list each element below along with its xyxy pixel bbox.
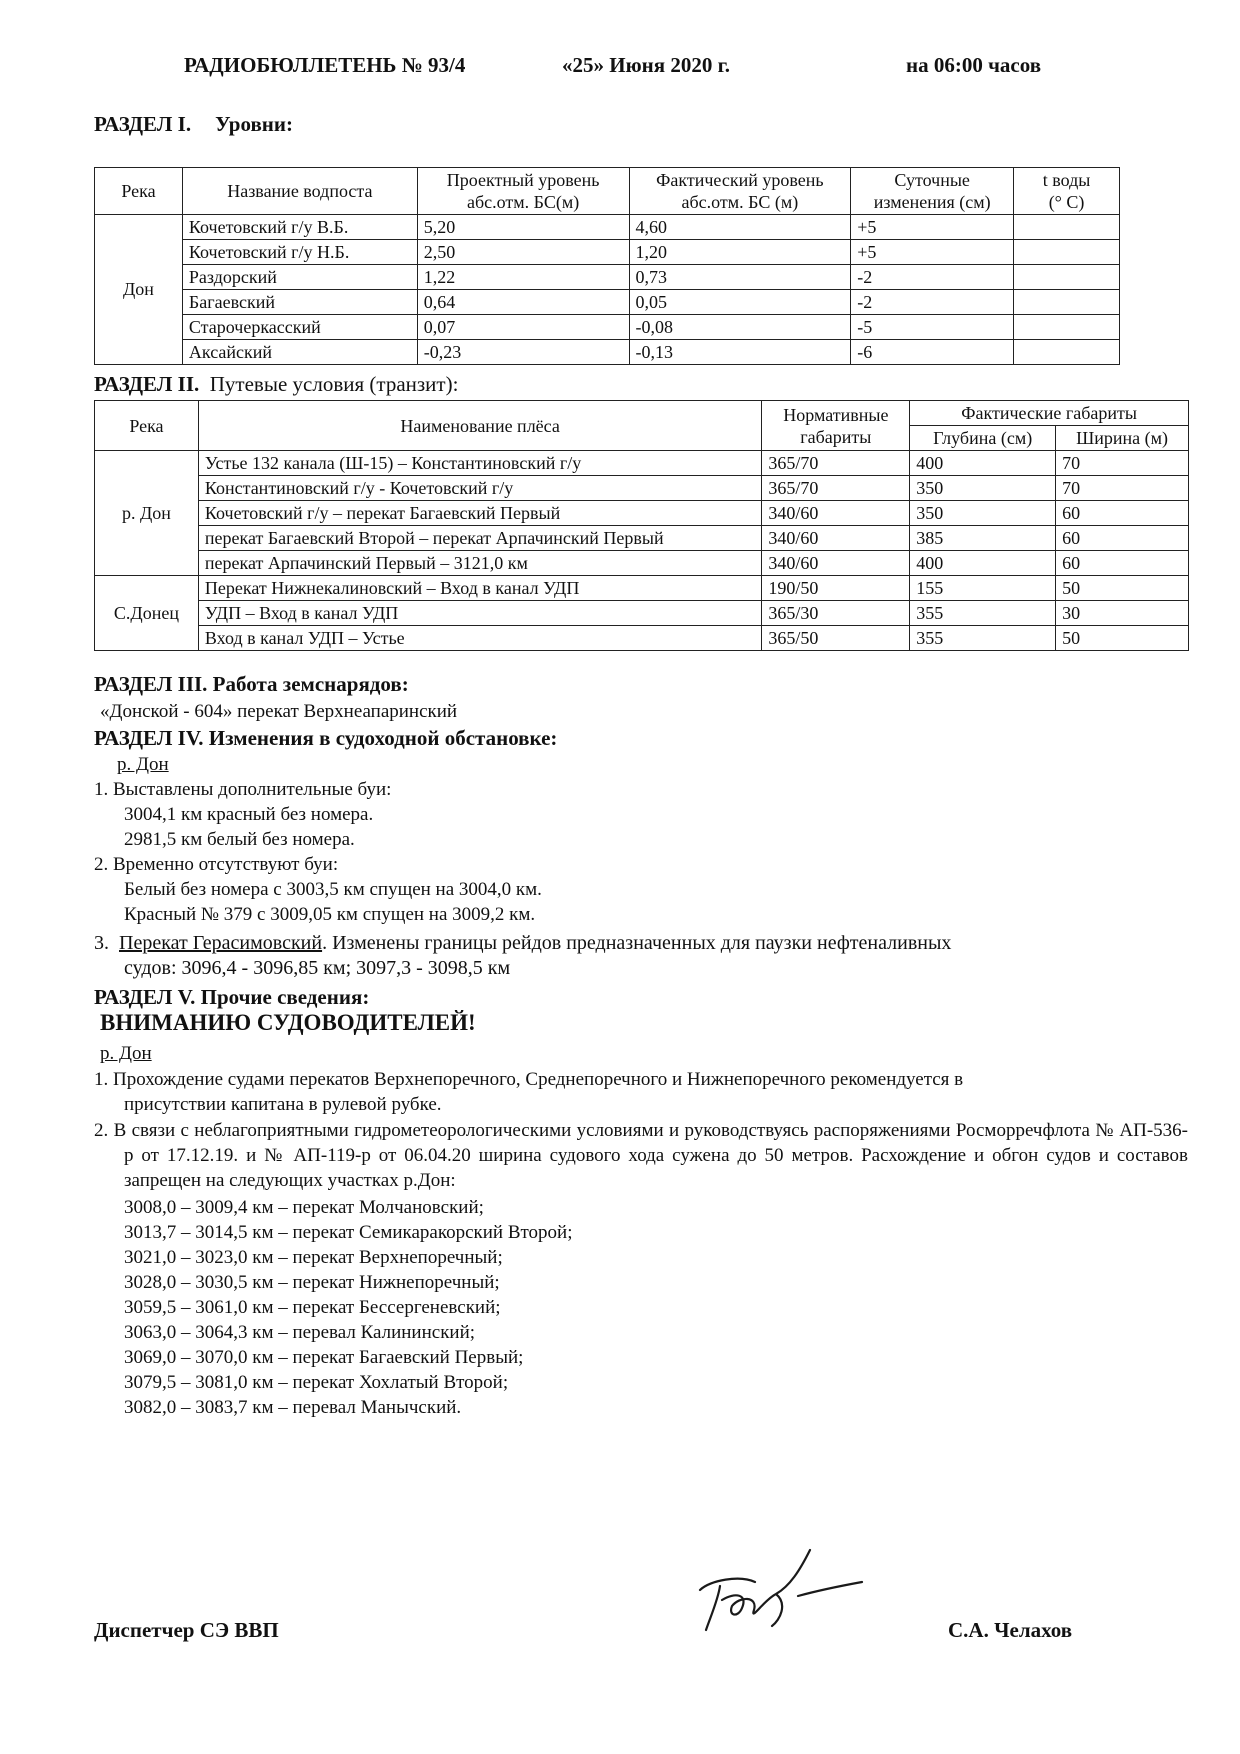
table-row	[95, 290, 1120, 315]
norm-cell: 340/60	[762, 551, 910, 576]
norm-cell: 190/50	[762, 576, 910, 601]
change-cell: -2	[851, 265, 1014, 290]
table-row	[95, 501, 1189, 526]
reach-cell: перекат Арпачинский Первый – 3121,0 км	[198, 551, 762, 576]
section4-item3-num: 3.	[94, 932, 109, 954]
temp-cell	[1014, 215, 1120, 240]
actual-cell: 4,60	[629, 215, 851, 240]
section5-item1: 1. Прохождение судами перекатов Верхнепоречного, Среднепоречного и Нижнепоречного рекомендуется в	[94, 1069, 964, 1090]
bulletin-date: «25» Июня 2020 г.	[562, 53, 731, 77]
section4-item3	[94, 931, 951, 955]
post-cell: Старочеркасский	[182, 315, 417, 340]
col-river: Река	[95, 168, 183, 215]
section5-item2-text: 2. В связи с неблагоприятными гидрометеорологическими условиями и руководствуясь распоряжениями Росморречфлота № АП-536-р от 17.12.19. и № АП-119-р от 06.04.20 ширина судового хода сужена до 50 метров. Расхождение и обгон судов и составов запрещен на следующих участках р.Дон:	[94, 1120, 1188, 1191]
depth-cell: 350	[910, 476, 1056, 501]
section4-item1-a: 3004,1 км красный без номера.	[124, 804, 374, 825]
range-item: 3059,5 – 3061,0 км – перекат Бессергеневский;	[124, 1297, 501, 1318]
norm-cell: 365/30	[762, 601, 910, 626]
range-item: 3063,0 – 3064,3 км – перевал Калининский;	[124, 1322, 476, 1343]
table-row	[95, 315, 1120, 340]
reach-cell: Устье 132 канала (Ш-15) – Константиновский г/у	[198, 451, 762, 476]
temp-cell	[1014, 315, 1120, 340]
section4-item3-cont: судов: 3096,4 - 3096,85 км; 3097,3 - 3098,5 км	[124, 957, 511, 979]
reach-cell: Вход в канал УДП – Устье	[198, 626, 762, 651]
col-design-level: Проектный уровень абс.отм. БС(м)	[417, 168, 629, 215]
change-cell: +5	[851, 215, 1014, 240]
table-row	[95, 265, 1120, 290]
section2-title: РАЗДЕЛ II.	[94, 372, 200, 396]
col-norm: Нормативные габариты	[762, 401, 910, 451]
reach-cell: Константиновский г/у - Кочетовский г/у	[198, 476, 762, 501]
post-cell: Багаевский	[182, 290, 417, 315]
temp-cell	[1014, 290, 1120, 315]
table-row	[95, 526, 1189, 551]
change-cell: -5	[851, 315, 1014, 340]
levels-header-row	[95, 168, 1120, 215]
bulletin-time: на 06:00 часов	[906, 53, 1042, 77]
norm-cell: 365/50	[762, 626, 910, 651]
width-cell: 50	[1056, 626, 1189, 651]
actual-cell: -0,13	[629, 340, 851, 365]
depth-cell: 350	[910, 501, 1056, 526]
dispatcher-position: Диспетчер СЭ ВВП	[94, 1618, 279, 1642]
section1-title: РАЗДЕЛ I.	[94, 112, 192, 136]
post-cell: Кочетовский г/у В.Б.	[182, 215, 417, 240]
handwritten-signature	[680, 1530, 880, 1640]
depth-cell: 400	[910, 551, 1056, 576]
temp-cell	[1014, 265, 1120, 290]
temp-cell	[1014, 240, 1120, 265]
post-cell: Аксайский	[182, 340, 417, 365]
design-cell: 2,50	[417, 240, 629, 265]
river-cell: р. Дон	[95, 451, 199, 576]
transit-table	[94, 400, 1189, 651]
col-daily-change: Суточные изменения (см)	[851, 168, 1014, 215]
design-cell: 5,20	[417, 215, 629, 240]
width-cell: 60	[1056, 551, 1189, 576]
river-cell: С.Донец	[95, 576, 199, 651]
table-row	[95, 240, 1120, 265]
bulletin-number: РАДИОБЮЛЛЕТЕНЬ № 93/4	[184, 53, 466, 77]
col-width: Ширина (м)	[1056, 426, 1189, 451]
range-item: 3069,0 – 3070,0 км – перекат Багаевский Первый;	[124, 1347, 524, 1368]
section4-title: РАЗДЕЛ IV. Изменения в судоходной обстановке:	[94, 726, 558, 750]
section4-item1: 1. Выставлены дополнительные буи:	[94, 779, 392, 800]
col-water-temp: t воды (° С)	[1014, 168, 1120, 215]
change-cell: -2	[851, 290, 1014, 315]
range-item: 3082,0 – 3083,7 км – перевал Манычский.	[124, 1397, 462, 1418]
actual-cell: 0,05	[629, 290, 851, 315]
depth-cell: 355	[910, 626, 1056, 651]
section5-title: РАЗДЕЛ V. Прочие сведения:	[94, 985, 370, 1009]
section4-item2: 2. Временно отсутствуют буи:	[94, 854, 339, 875]
actual-cell: -0,08	[629, 315, 851, 340]
col-actual-level: Фактический уровень абс.отм. БС (м)	[629, 168, 851, 215]
design-cell: 1,22	[417, 265, 629, 290]
section4-item1-b: 2981,5 км белый без номера.	[124, 829, 355, 850]
section4-item2-b: Красный № 379 с 3009,05 км спущен на 3009,2 км.	[124, 904, 536, 925]
transit-header-row	[95, 401, 1189, 426]
range-item: 3079,5 – 3081,0 км – перекат Хохлатый Второй;	[124, 1372, 509, 1393]
actual-cell: 0,73	[629, 265, 851, 290]
range-item: 3028,0 – 3030,5 км – перекат Нижнепоречный;	[124, 1272, 500, 1293]
section2-subtitle: Путевые условия (транзит):	[209, 372, 459, 396]
range-item: 3021,0 – 3023,0 км – перекат Верхнепоречный;	[124, 1247, 503, 1268]
section5-warning: ВНИМАНИЮ СУДОВОДИТЕЛЕЙ!	[100, 1010, 476, 1035]
design-cell: 0,07	[417, 315, 629, 340]
col-depth: Глубина (см)	[910, 426, 1056, 451]
width-cell: 50	[1056, 576, 1189, 601]
col-river: Река	[95, 401, 199, 451]
section5-item2	[94, 1118, 1188, 1193]
table-row	[95, 476, 1189, 501]
section3-title: РАЗДЕЛ III. Работа земснарядов:	[94, 672, 409, 696]
reach-cell: перекат Багаевский Второй – перекат Арпачинский Первый	[198, 526, 762, 551]
reach-cell: Кочетовский г/у – перекат Багаевский Первый	[198, 501, 762, 526]
table-row	[95, 215, 1120, 240]
norm-cell: 340/60	[762, 501, 910, 526]
range-item: 3008,0 – 3009,4 км – перекат Молчановский;	[124, 1197, 484, 1218]
col-post: Название водпоста	[182, 168, 417, 215]
col-reach: Наименование плёса	[198, 401, 762, 451]
section4-item3-place: Перекат Герасимовский	[119, 932, 323, 954]
table-row	[95, 626, 1189, 651]
width-cell: 60	[1056, 526, 1189, 551]
norm-cell: 365/70	[762, 476, 910, 501]
width-cell: 70	[1056, 451, 1189, 476]
section5-item1-cont: присутствии капитана в рулевой рубке.	[124, 1094, 442, 1115]
width-cell: 60	[1056, 501, 1189, 526]
temp-cell	[1014, 340, 1120, 365]
reach-cell: УДП – Вход в канал УДП	[198, 601, 762, 626]
section2-heading	[94, 372, 458, 397]
river-cell: Дон	[95, 215, 183, 365]
range-item: 3013,7 – 3014,5 км – перекат Семикаракорский Второй;	[124, 1222, 573, 1243]
reach-cell: Перекат Нижнекалиновский – Вход в канал УДП	[198, 576, 762, 601]
actual-cell: 1,20	[629, 240, 851, 265]
depth-cell: 355	[910, 601, 1056, 626]
change-cell: +5	[851, 240, 1014, 265]
section4-item3-text: . Изменены границы рейдов предназначенных для паузки нефтеналивных	[322, 932, 952, 954]
section1-subtitle: Уровни:	[215, 112, 293, 136]
design-cell: -0,23	[417, 340, 629, 365]
col-actual: Фактические габариты	[910, 401, 1189, 426]
table-row	[95, 576, 1189, 601]
table-row	[95, 340, 1120, 365]
norm-cell: 365/70	[762, 451, 910, 476]
post-cell: Кочетовский г/у Н.Б.	[182, 240, 417, 265]
change-cell: -6	[851, 340, 1014, 365]
levels-table	[94, 167, 1120, 365]
section3-text: «Донской - 604» перекат Верхнеапаринский	[100, 701, 458, 722]
table-row	[95, 551, 1189, 576]
width-cell: 30	[1056, 601, 1189, 626]
design-cell: 0,64	[417, 290, 629, 315]
width-cell: 70	[1056, 476, 1189, 501]
dispatcher-name: С.А. Челахов	[948, 1618, 1073, 1642]
depth-cell: 385	[910, 526, 1056, 551]
section1-heading	[94, 112, 293, 137]
post-cell: Раздорский	[182, 265, 417, 290]
table-row	[95, 601, 1189, 626]
section5-river: р. Дон	[100, 1043, 152, 1064]
section4-item2-a: Белый без номера с 3003,5 км спущен на 3004,0 км.	[124, 879, 542, 900]
norm-cell: 340/60	[762, 526, 910, 551]
depth-cell: 155	[910, 576, 1056, 601]
depth-cell: 400	[910, 451, 1056, 476]
section4-river: р. Дон	[117, 754, 169, 775]
table-row	[95, 451, 1189, 476]
